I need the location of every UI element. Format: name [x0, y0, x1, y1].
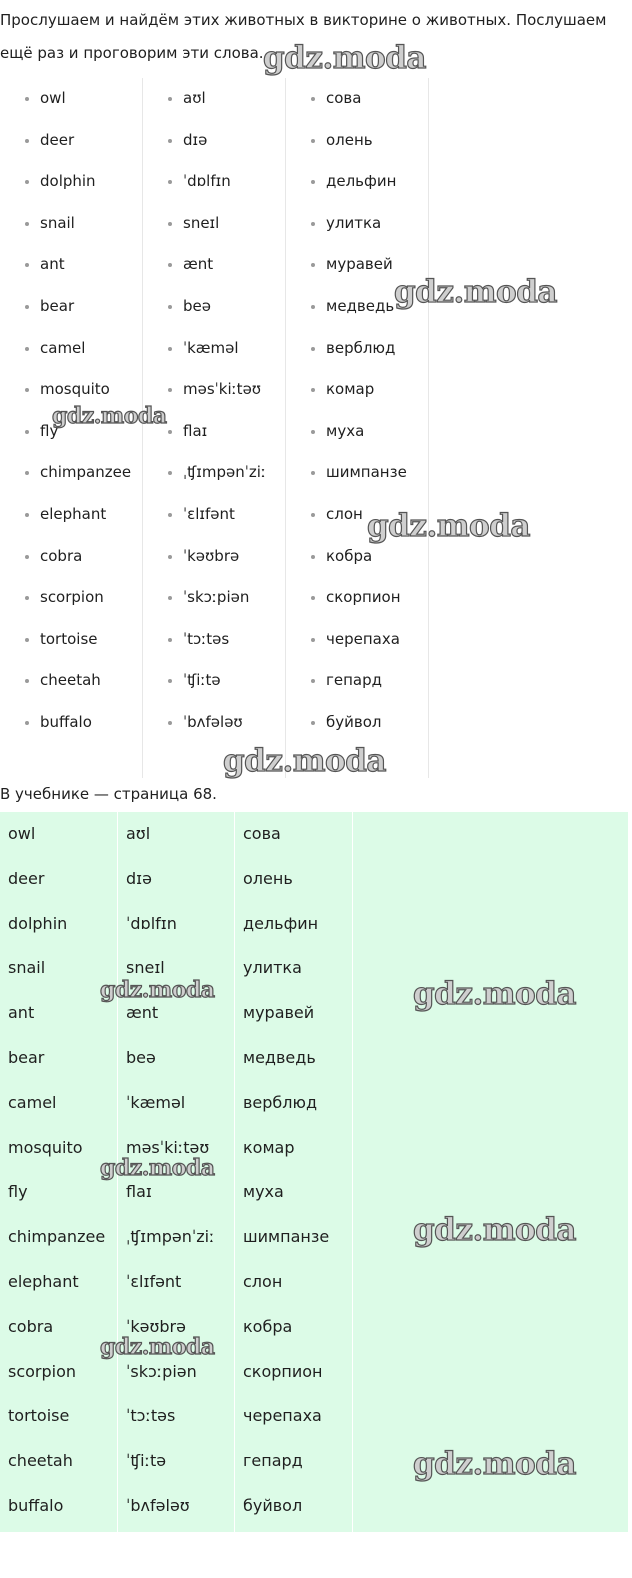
- english-word: buffalo: [0, 702, 142, 744]
- russian-word: черепаха: [286, 619, 428, 661]
- english-word: owl: [0, 78, 142, 120]
- russian-word: буйвол: [243, 1495, 303, 1515]
- transcription-word: ænt: [126, 1003, 159, 1023]
- transcription-column: [143, 78, 286, 778]
- russian-word: кобра: [286, 536, 428, 578]
- english-word: cheetah: [0, 660, 142, 702]
- russian-word: муха: [286, 411, 428, 453]
- english-word: camel: [0, 328, 142, 370]
- russian-word: слон: [243, 1271, 283, 1291]
- transcription-word: ˈkæməl: [143, 328, 285, 370]
- russian-word: буйвол: [286, 702, 428, 744]
- english-word: ant: [0, 244, 142, 286]
- english-word: snail: [8, 958, 46, 978]
- transcription-word: ˈbʌfələʊ: [143, 702, 285, 744]
- english-word: fly: [8, 1182, 28, 1202]
- english-word: tortoise: [0, 619, 142, 661]
- english-word: tortoise: [8, 1406, 70, 1426]
- transcription-word: dɪə: [126, 868, 152, 888]
- watermark-logo: gdz.moda: [413, 1446, 576, 1482]
- russian-word: сова: [243, 824, 281, 843]
- transcription-word: beə: [143, 286, 285, 328]
- english-word: mosquito: [0, 369, 142, 411]
- russian-word: улитка: [286, 203, 428, 245]
- transcription-word: ˌʧɪmpənˈziː: [143, 452, 285, 494]
- russian-word: скорпион: [286, 577, 428, 619]
- watermark-logo: gdz.moda: [100, 977, 215, 1003]
- russian-word: комар: [243, 1137, 295, 1157]
- transcription-word: sneɪl: [126, 958, 165, 978]
- english-word: scorpion: [8, 1361, 77, 1381]
- english-word: chimpanzee: [8, 1227, 106, 1247]
- russian-word: медведь: [286, 286, 428, 328]
- watermark-logo: gdz.moda: [223, 743, 386, 779]
- russian-word: дельфин: [243, 913, 319, 933]
- transcription-column: [118, 812, 235, 1532]
- watermark-logo: gdz.moda: [52, 403, 167, 429]
- watermark-logo: gdz.moda: [100, 1155, 215, 1181]
- russian-word: олень: [286, 120, 428, 162]
- transcription-word: aʊl: [143, 78, 285, 120]
- english-word: mosquito: [8, 1137, 83, 1157]
- russian-word: шимпанзе: [243, 1227, 330, 1247]
- transcription-word: məsˈkiːtəʊ: [126, 1137, 210, 1157]
- transcription-word: ˈskɔːpiən: [143, 577, 285, 619]
- transcription-word: ˈɛlɪfənt: [143, 494, 285, 536]
- russian-word: медведь: [243, 1047, 316, 1067]
- english-word: buffalo: [8, 1495, 64, 1515]
- english-word: cheetah: [8, 1451, 73, 1471]
- word-list-table: [0, 78, 430, 778]
- english-column: [0, 812, 118, 1532]
- transcription-word: flaɪ: [126, 1182, 152, 1202]
- transcription-word: ˈʧiːtə: [143, 660, 285, 702]
- watermark-logo: gdz.moda: [394, 274, 557, 310]
- russian-word: шимпанзе: [286, 452, 428, 494]
- intro-text: Прослушаем и найдём этих животных в викторине о животных. Послушаем ещё раз и проговорим эти слова.: [0, 11, 607, 62]
- english-word: scorpion: [0, 577, 142, 619]
- english-word: camel: [8, 1092, 57, 1112]
- transcription-word: ˈkəʊbrə: [126, 1316, 186, 1336]
- watermark-logo: gdz.moda: [263, 40, 426, 76]
- english-word: ant: [8, 1003, 35, 1023]
- english-word: elephant: [8, 1271, 79, 1291]
- transcription-word: ˈtɔːtəs: [126, 1406, 176, 1426]
- transcription-word: beə: [126, 1047, 156, 1067]
- transcription-word: dɪə: [143, 120, 285, 162]
- russian-word: муравей: [286, 244, 428, 286]
- english-word: elephant: [0, 494, 142, 536]
- english-word: cobra: [0, 536, 142, 578]
- english-word: bear: [0, 286, 142, 328]
- english-word: deer: [0, 120, 142, 162]
- russian-word: сова: [286, 78, 428, 120]
- transcription-word: flaɪ: [143, 411, 285, 453]
- english-word: bear: [8, 1047, 45, 1067]
- watermark-logo: gdz.moda: [100, 1334, 215, 1360]
- transcription-word: ænt: [143, 244, 285, 286]
- transcription-word: ˈdɒlfɪn: [143, 161, 285, 203]
- textbook-page-caption: В учебнике — страница 68.: [0, 785, 217, 803]
- russian-column: [235, 812, 353, 1532]
- russian-word: олень: [243, 868, 293, 888]
- russian-word: скорпион: [243, 1361, 323, 1381]
- russian-word: дельфин: [286, 161, 428, 203]
- english-word: dolphin: [8, 913, 68, 933]
- transcription-word: ˈʧiːtə: [126, 1451, 167, 1471]
- transcription-word: ˈkəʊbrə: [143, 536, 285, 578]
- english-word: chimpanzee: [0, 452, 142, 494]
- russian-word: муха: [243, 1182, 284, 1202]
- russian-word: гепард: [243, 1451, 303, 1471]
- russian-word: кобра: [243, 1316, 293, 1336]
- textbook-word-table: [0, 812, 628, 1532]
- transcription-word: məsˈkiːtəʊ: [143, 369, 285, 411]
- english-column: [0, 78, 143, 778]
- transcription-word: ˈdɒlfɪn: [126, 913, 177, 933]
- watermark-logo: gdz.moda: [367, 508, 530, 544]
- russian-word: улитка: [243, 958, 302, 978]
- english-word: snail: [0, 203, 142, 245]
- transcription-word: ˈbʌfələʊ: [126, 1495, 190, 1515]
- russian-word: слон: [286, 494, 428, 536]
- russian-word: муравей: [243, 1003, 315, 1023]
- watermark-logo: gdz.moda: [413, 976, 576, 1012]
- transcription-word: sneɪl: [143, 203, 285, 245]
- english-word: fly: [0, 411, 142, 453]
- english-word: cobra: [8, 1316, 54, 1336]
- russian-word: черепаха: [243, 1406, 322, 1426]
- transcription-word: aʊl: [126, 824, 151, 843]
- english-word: deer: [8, 868, 45, 888]
- transcription-word: ˈɛlɪfənt: [126, 1271, 182, 1291]
- english-word: dolphin: [0, 161, 142, 203]
- english-word: owl: [8, 824, 36, 843]
- russian-word: верблюд: [243, 1092, 318, 1112]
- transcription-word: ˈkæməl: [126, 1092, 186, 1112]
- transcription-word: ˈskɔːpiən: [126, 1361, 197, 1381]
- watermark-logo: gdz.moda: [413, 1212, 576, 1248]
- transcription-word: ˈtɔːtəs: [143, 619, 285, 661]
- transcription-word: ˌʧɪmpənˈziː: [126, 1227, 215, 1247]
- russian-word: комар: [286, 369, 428, 411]
- russian-column: [286, 78, 429, 778]
- russian-word: верблюд: [286, 328, 428, 370]
- russian-word: гепард: [286, 660, 428, 702]
